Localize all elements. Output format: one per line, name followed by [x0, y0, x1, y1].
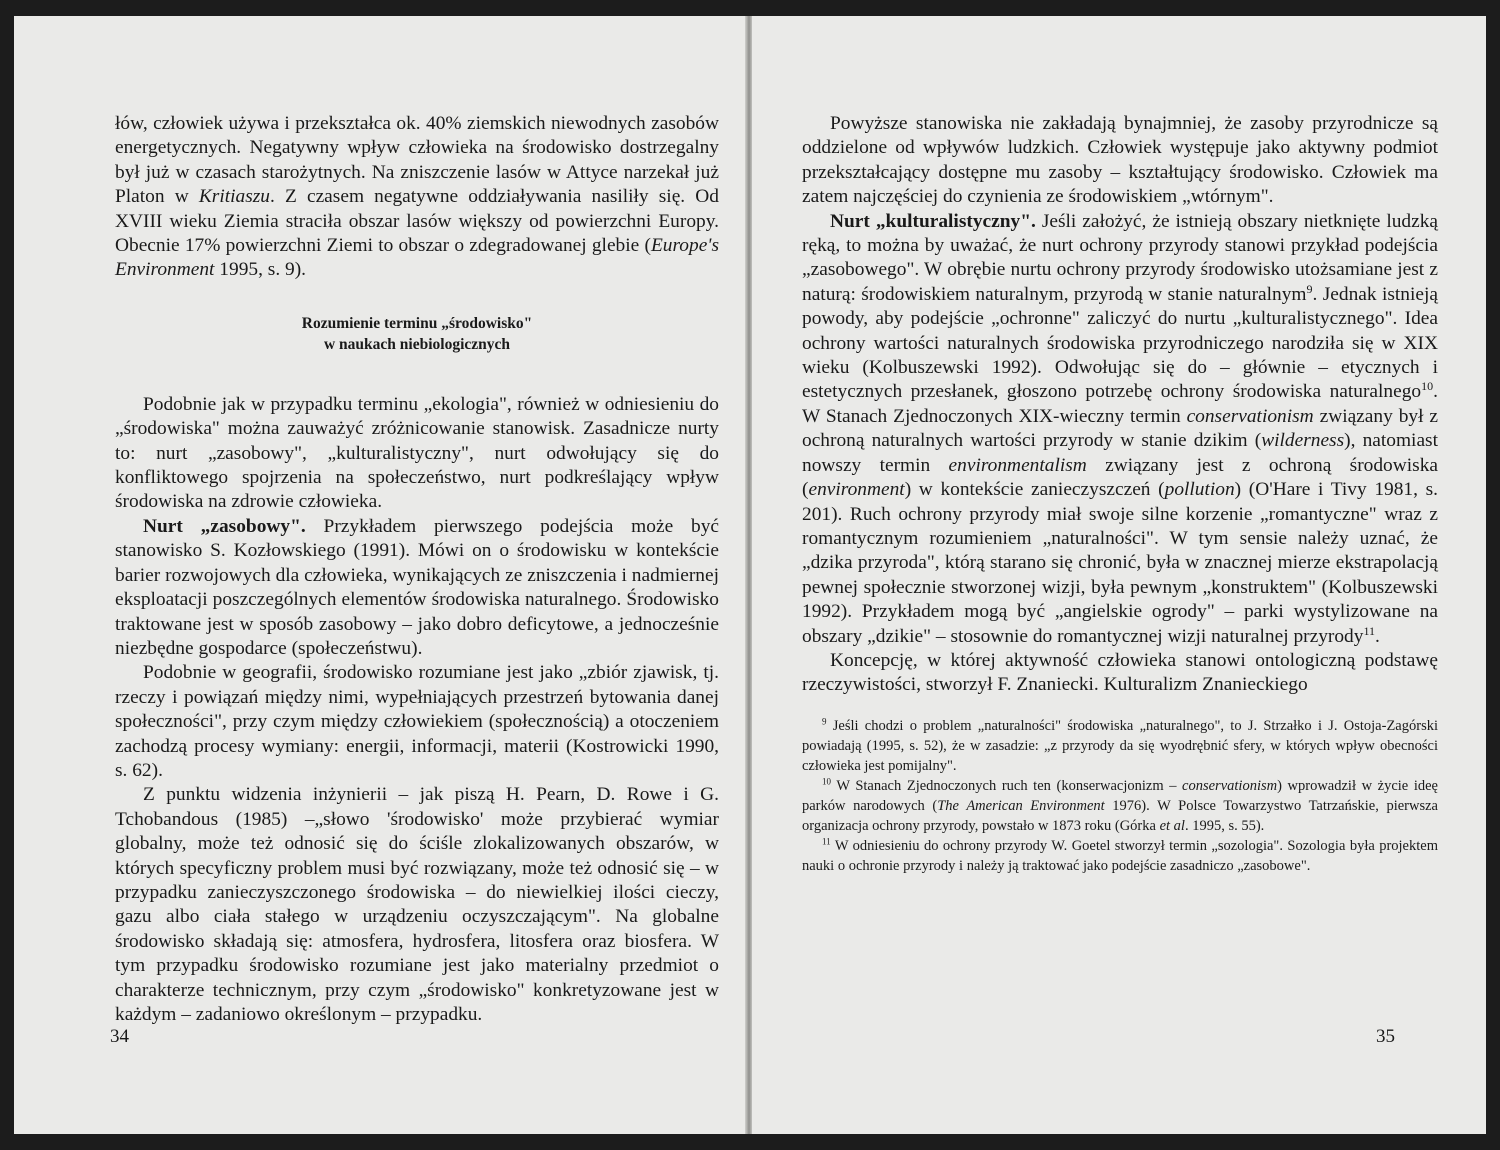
italic-title: Kritiaszu [198, 186, 270, 208]
paragraph: Z punktu widzenia inżynierii – jak piszą H. Pearn, D. Rowe i G. Tchobandous (1985) –„słowo 'środowisko' może przybierać wymiar globalny, może też odnosić się do ściśle zlokalizowanych obszarów, w których specyficzny problem musi być rozwiązany, może też odnosić się – w przypadku zanieczyszczonego środowiska – do niewielkiej ilości cieczy, gazu albo ciała stałego w urządzeniu oczyszczającym". Na globalne środowisko składają się: atmosfera, hydrosfera, litosfera oraz biosfera. W tym przypadku środowisko rozumiane jest jako materialny przedmiot o charakterze technicznym, przy czym „środowisko" konkretyzowane jest w każdym – zadaniowo określonym – przypadku. [115, 784, 719, 1025]
italic-title: Europe's Environment [115, 235, 719, 281]
page-number: 34 [110, 1026, 129, 1047]
heading-line: Rozumienie terminu „środowisko" [301, 314, 533, 332]
italic-term: pollution [1164, 479, 1235, 501]
run-in-heading: Nurt „zasobowy". [143, 515, 306, 537]
text-run: Przykładem pierwszego podejścia może być stanowisko S. Kozłowskiego (1991). Mówi on o środowisku w kontekście barier rozwojowych dla człowieka, wynikających ze zniszczenia i nadmiernej eksploatacji poszczególnych elementów środowiska naturalnego. Środowisko traktowane jest w sposób zasobowy – jako dobro deficytowe, a jednocześnie niezbędne gospodarce (społeczeństwu). [115, 515, 719, 659]
text-run: związany jest z ochroną środowiska ( [802, 454, 1438, 501]
text-run: . Jednak istnieją powody, aby podejście „ochronne" zaliczyć do nurtu „kulturalistycznego". Idea ochrony wartości naturalnych środowiska przyrodniczego narodziła się w XIX wieku (Kolbuszewski 1992). Odwołując się do – głównie – etycznych i estetycznych przesłanek, głoszono potrzebę ochrony środowiska naturalnego [802, 283, 1438, 403]
paragraph: Koncepcję, w której aktywność człowieka stanowi ontologiczną podstawę rzeczywistości, stworzył F. Znaniecki. Kulturalizm Znanieckiego [802, 649, 1438, 696]
text-run: 1995, s. 9). [214, 259, 307, 281]
text-run: łów, człowiek używa i przekształca ok. 40% ziemskich niewodnych zasobów energetycznych. Negatywny wpływ człowieka na środowisko dostrzegalny był już w czasach starożytnych. Na zniszczenie lasów w Attyce narzekał już Platon w [115, 113, 719, 208]
text-run: ) w kontekście zanieczyszczeń ( [904, 479, 1165, 501]
footnote-ref: 10 [1421, 379, 1434, 394]
paragraph [115, 112, 719, 283]
italic-term: conservationism [1182, 777, 1278, 794]
right-page [752, 16, 1486, 1134]
left-page [14, 16, 746, 1134]
paragraph [802, 210, 1438, 649]
text-run: . W Stanach Zjednoczonych XIX-wieczny termin [802, 381, 1438, 427]
paragraph: Powyższe stanowiska nie zakładają bynajmniej, że zasoby przyrodnicze są oddzielone od wpływów ludzkich. Człowiek występuje jako aktywny podmiot przekształcający dostępne mu zasoby – kształtujący środowisko. Człowiek ma zatem najczęściej do czynienia ze środowiskiem „wtórnym". [802, 113, 1438, 208]
footnote [802, 716, 1438, 776]
page-number: 35 [1376, 1026, 1395, 1047]
footnote-number: 9 [822, 716, 827, 727]
text-run: ) wprowadził w życie ideę parków narodowych ( [802, 777, 1438, 814]
italic-term: environmentalism [948, 454, 1087, 476]
text-run: . 1995, s. 55). [1184, 817, 1265, 834]
paragraph: Podobnie w geografii, środowisko rozumiane jest jako „zbiór zjawisk, tj. rzeczy i powiązań między nimi, wypełniających przestrzeń bytowania danej społeczności", przy czym między człowiekiem (społecznością) a otoczeniem zachodzą procesy wymiany: energii, informacji, materii (Kostrowicki 1990, s. 62). [115, 662, 719, 781]
text-run: ), natomiast nowszy termin [802, 430, 1438, 476]
footnote-ref: 9 [1306, 281, 1313, 296]
footnote-ref: 11 [1363, 623, 1376, 638]
italic-term: conservationism [1186, 405, 1314, 427]
book-spread [14, 16, 1486, 1134]
text-run: Jeśli założyć, że istnieją obszary nietknięte ludzką ręką, to można by uważać, że nurt ochrony przyrody stanowi przykład podejścia „zasobowego". W obrębie nurtu ochrony przyrody środowisko utożsamiane jest z naturą: środowiskiem naturalnym, przyrodą w stanie naturalnym [802, 210, 1438, 305]
text-run: związany był z ochroną naturalnych wartości przyrody w stanie dzikim ( [802, 405, 1438, 452]
text-run: W odniesieniu do ochrony przyrody W. Goetel stworzył termin „sozologia". Sozologia była projektem nauki o ochronie przyrody i należy ją traktować jako podejście zasadniczo „zasobowe". [802, 837, 1438, 874]
text-run: Jeśli chodzi o problem „naturalności" środowiska „naturalnego", to J. Strzałko i J. Ostoja-Zagórski powiadają (1995, s. 52), że w zasadzie: „z przyrody da się wyodrębnić sfery, w których wpływ obecności człowieka jest pomijalny". [802, 717, 1438, 774]
run-in-heading: Nurt „kulturalistyczny". [830, 210, 1036, 232]
footnote-number: 11 [822, 836, 831, 847]
paragraph [115, 515, 719, 661]
footnote-number: 10 [822, 776, 831, 787]
footnote [802, 836, 1438, 876]
italic-term: wilderness [1261, 430, 1345, 452]
heading-line: w naukach niebiologicznych [323, 335, 511, 353]
left-text-column [115, 112, 719, 1027]
text-run: W Stanach Zjednoczonych ruch ten (konserwacjonizm – [830, 777, 1183, 794]
footnote [802, 776, 1438, 836]
italic-term: environment [808, 479, 905, 501]
text-run: 1976). W Polsce Towarzystwo Tatrzańskie, pierwsza organizacja ochrony przyrody, powstało w 1873 roku (Górka [802, 797, 1438, 834]
paragraph: Podobnie jak w przypadku terminu „ekologia", również w odniesieniu do „środowiska" można zauważyć zróżnicowanie stanowisk. Zasadnicze nurty to: nurt „zasobowy", „kulturalistyczny", nurt odwołujący się do konfliktowego spojrzenia na społeczeństwo, nurt podkreślający wpływ środowiska na zdrowie człowieka. [115, 393, 719, 513]
text-run: ) (O'Hare i Tivy 1981, s. 201). Ruch ochrony przyrody miał swoje silne korzenie „romantyczne" wraz z romantycznym rozumieniem „naturalności". W tym sensie należy uznać, że „dzika przyroda", którą starano się chronić, była w znacznej mierze ekstrapolacją pewnej społecznie stworzonej wizji, była pewnym „konstruktem" (Kolbuszewski 1992). Przykładem mogą być „angielskie ogrody" – parki wystylizowane na obszary „dzikie" – stosownie do romantycznej wizji naturalnej przyrody [802, 479, 1438, 647]
section-heading [115, 313, 719, 355]
italic-title: The American Environment [937, 797, 1105, 814]
text-run: . [1375, 625, 1380, 647]
footnotes [802, 716, 1438, 876]
text-run: . Z czasem negatywne oddziaływania nasiliły się. Od XVIII wieku Ziemia straciła obszar lasów większy od powierzchni Europy. Obecnie 17% powierzchni Ziemi to obszar o zdegradowanej glebie ( [115, 186, 719, 257]
right-text-column [802, 112, 1438, 876]
italic-term: et al [1159, 817, 1185, 834]
